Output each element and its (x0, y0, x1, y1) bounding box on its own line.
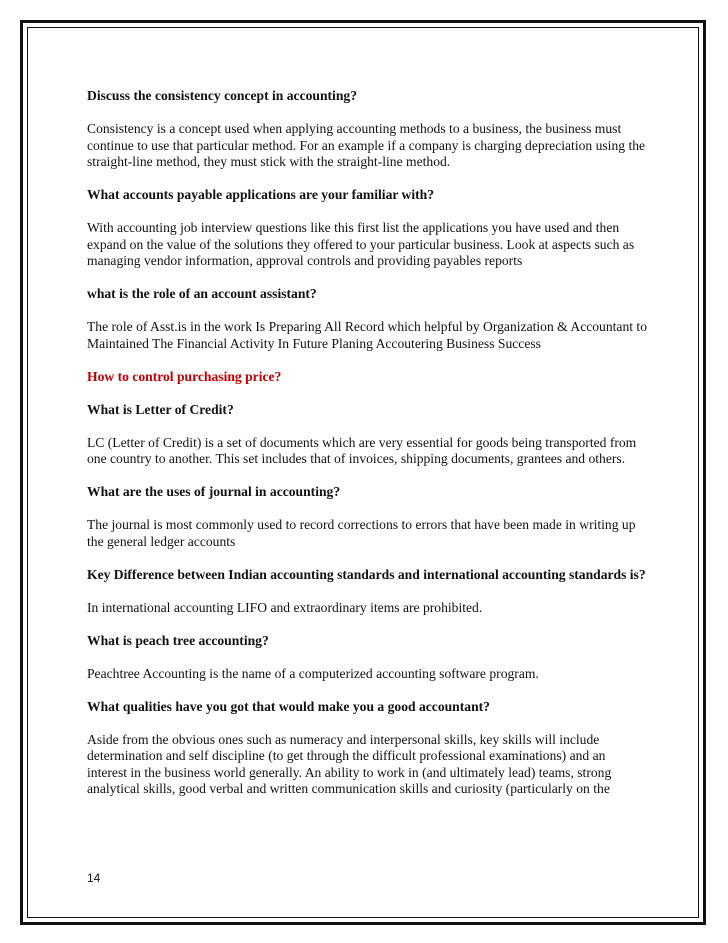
answer-accounting-standards-difference: In international accounting LIFO and extraordinary items are prohibited. (87, 599, 483, 615)
answer-consistency-concept: Consistency is a concept used when applying accounting methods to a business, the business must continue to use that particular method. For an example if a company is charging depreciation using the straight-line method, they must stick with the straight-line method. (87, 121, 646, 169)
question-letter-of-credit: What is Letter of Credit? (87, 401, 234, 417)
answer-peachtree-accounting: Peachtree Accounting is the name of a computerized accounting software program. (87, 665, 539, 681)
answer-accounts-payable-applications: With accounting job interview questions like this first list the applications you have used and then expand on the value of the solutions they offered to your particular business. Look at aspects such as managing vendor information, approval controls and providing payables reports (87, 220, 635, 268)
question-good-accountant-qualities: What qualities have you got that would make you a good accountant? (87, 698, 490, 714)
question-accounts-payable-applications: What accounts payable applications are your familiar with? (87, 187, 435, 202)
question-journal-uses: What are the uses of journal in accounting? (87, 484, 341, 499)
page-number: 14 (87, 871, 101, 885)
answer-journal-uses: The journal is most commonly used to record corrections to errors that have been made in writing up the general ledger accounts (87, 517, 636, 549)
question-control-purchasing-price: How to control purchasing price? (87, 368, 282, 384)
question-peachtree-accounting: What is peach tree accounting? (87, 632, 269, 648)
question-accounting-standards-difference: Key Difference between Indian accounting standards and international accounting standards is? (87, 566, 646, 582)
document-body (87, 88, 647, 814)
answer-good-accountant-qualities: Aside from the obvious ones such as numeracy and interpersonal skills, key skills will include determination and self discipline (to get through the difficult professional examinations) and an interest in the business world generally. An ability to work in (and ultimately lead) teams, strong analytical skills, good verbal and written communication skills and curiosity (particularly on the (87, 731, 612, 796)
question-consistency-concept: Discuss the consistency concept in accounting? (87, 88, 357, 103)
question-account-assistant-role: what is the role of an account assistant? (87, 286, 317, 301)
answer-letter-of-credit: LC (Letter of Credit) is a set of documents which are very essential for goods being transported from one country to another. This set includes that of invoices, shipping documents, grantees and others. (87, 434, 637, 466)
answer-account-assistant-role: The role of Asst.is in the work Is Preparing All Record which helpful by Organization & Accountant to Maintained The Financial Activity In Future Planing Accoutering Business Success (87, 319, 648, 351)
